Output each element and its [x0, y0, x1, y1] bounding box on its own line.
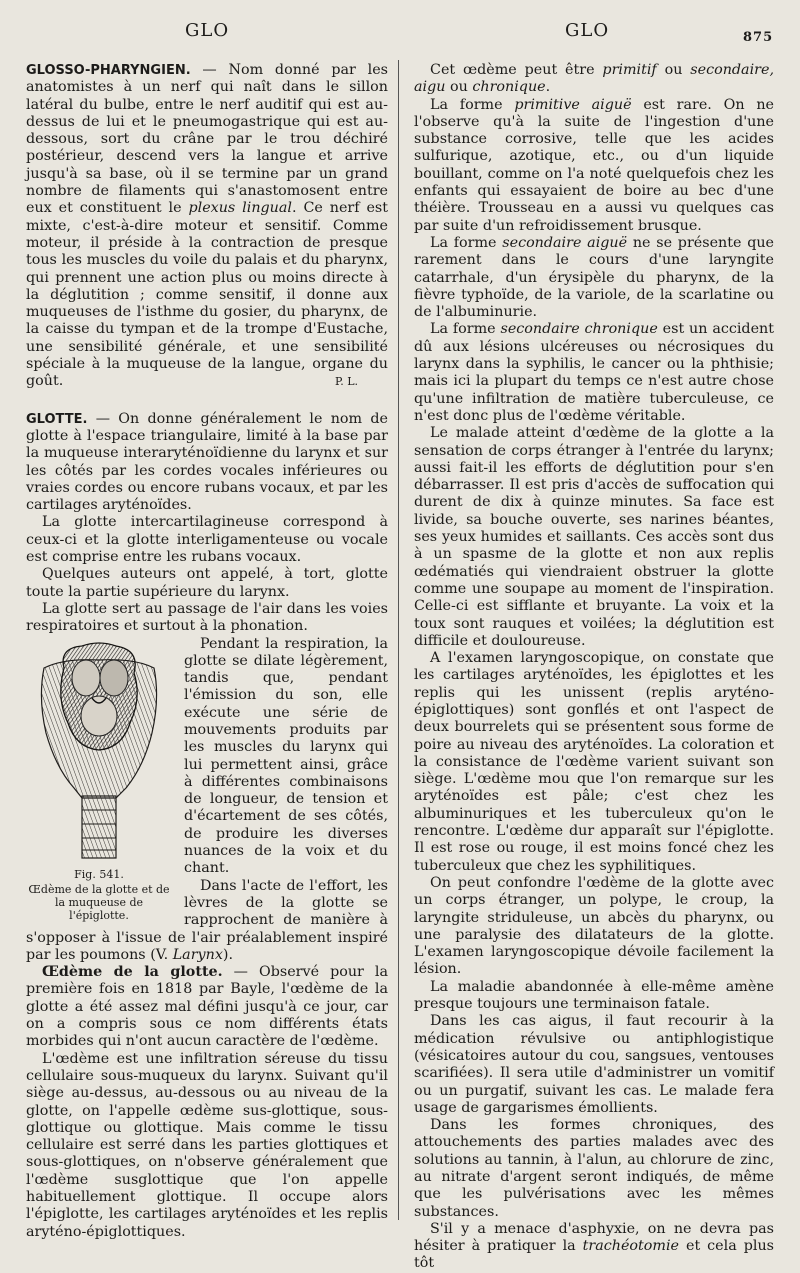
- subheading: Œdème de la glotte.: [42, 964, 223, 981]
- paragraph: Dans les cas aigus, il faut recourir à la médication révulsive ou antiphlogistique (vésicatoires autour du cou, sangsues, ventouses scarifiées). Il sera utile d'administrer un vomitif ou un purgatif, suivant les cas. Le malade fera usage de gargarismes émollients.: [414, 1013, 774, 1116]
- paragraph: L'œdème est une infiltration séreuse du tissu cellulaire sous-muqueux du larynx. Suivant qu'il siège au-dessus, au-dessous ou au niveau de la glotte, on l'appelle œdème sus-glottique, sous-glottique ou glottique. Mais comme le tissu cellulaire est serré dans les parties glottiques et sous-glottiques, on n'observe généralement que l'œdème susglottique que l'on appelle habituellement glottique. Il occupe alors l'épiglotte, les cartilages aryténoïdes et les replis aryténo-épiglottiques.: [26, 1050, 388, 1240]
- paragraph: La glotte intercartilagineuse correspond à ceux-ci et la glotte interligamenteuse ou vocale est comprise entre les rubans vocaux.: [26, 514, 388, 566]
- running-header-left: GLO: [185, 20, 230, 41]
- paragraph: La forme secondaire chronique est un accident dû aux lésions ulcéreuses ou nécrosiques du larynx dans la syphilis, le cancer ou la phthisie; mais ici la plupart du temps ce n'est autre chose qu'une infiltration de matière tuberculeuse, ce n'est donc plus de l'œdème véritable.: [414, 321, 774, 424]
- figure-number: Fig. 541.: [74, 867, 124, 881]
- paragraph: Dans les formes chroniques, des attouchements des parties malades avec des solutions au tannin, à l'alun, au chlorure de zinc, au nitrate d'argent seront indiqués, de même que les pulvérisations avec les mêmes substances.: [414, 1117, 774, 1220]
- headword: GLOTTE.: [26, 411, 88, 427]
- entry-separator: [26, 391, 388, 411]
- paragraph: Œdème de la glotte. — Observé pour la première fois en 1818 par Bayle, l'œdème de la glotte a été assez mal défini jusqu'à ce jour, car on a compris sous ce nom différents états morbides qui n'ont aucun caractère de l'œdème.: [26, 964, 388, 1050]
- paragraph: Cet œdème peut être primitif ou secondaire, aigu ou chronique.: [414, 62, 774, 96]
- page-number: 875: [743, 30, 774, 45]
- column-divider: [398, 60, 399, 1220]
- paragraph: Le malade atteint d'œdème de la glotte a la sensation de corps étranger à l'entrée du larynx; aussi fait-il les efforts de déglutition pour s'en débarrasser. Il est pris d'accès de suffocation qui durent de dix à quinze minutes. Sa face est livide, sa bouche ouverte, ses narines béantes, ses yeux humides et saillants. Ces accès sont dus à un spasme de la glotte et non aux replis œdématiés qui viendraient obstruer la glotte comme une soupape au moment de l'inspiration. Celle-ci est sifflante et bruyante. La voix et la toux sont rauques et voilées; la déglutition est difficile et douloureuse.: [414, 425, 774, 649]
- paragraph: Quelques auteurs ont appelé, à tort, glotte toute la partie supérieure du larynx.: [26, 566, 388, 600]
- entry-glotte: GLOTTE. — On donne généralement le nom de glotte à l'espace triangulaire, limité à la base par la muqueuse interaryténoïdienne du larynx et sur les côtés par les cordes vocales inférieures ou vraies cordes ou encore rubans vocaux, et par les cartilages aryténoïdes.: [26, 410, 388, 514]
- paragraph: S'il y a menace d'asphyxie, on ne devra pas hésiter à pratiquer la trachéotomie et cela plus tôt: [414, 1220, 774, 1272]
- headword: GLOSSO-PHARYNGIEN.: [26, 63, 191, 78]
- paragraph: La maladie abandonnée à elle-même amène presque toujours une terminaison fatale.: [414, 978, 774, 1013]
- figure-541: [24, 638, 174, 922]
- paragraph: Pendant la respiration, la glotte se dilate légèrement, tandis que, pendant l'émission du son, elle exécute une série de mouvements produits par les muscles du larynx qui lui permettent ainsi, grâce à différentes combinaisons de longueur, de tension et d'écartement de ses côtés, de produire les diverses nuances de la voix et du chant.: [184, 635, 388, 877]
- paragraph: La forme primitive aiguë est rare. On ne l'observe qu'à la suite de l'ingestion d'une substance corrosive, telle que les acides sulfurique, azotique, etc., ou d'un liquide bouillant, comme on l'a noté quelquefois chez les enfants qui essayaient de boire au bec d'une théière. Trousseau en a aussi vu quelques cas par suite d'un refroidissement brusque.: [414, 96, 774, 234]
- paragraph: A l'examen laryngoscopique, on constate que les cartilages aryténoïdes, les épiglottes et les replis qui les unissent (replis aryténo-épiglottiques) sont gonflés et ont l'aspect de deux bourrelets qui se présentent sous forme de poire au niveau des aryténoïdes. La coloration et la consistance de l'œdème varient suivant son siège. L'œdème mou que l'on remarque sur les aryténoïdes est pâle; c'est chez les albuminuriques et les tuberculeux qu'on le rencontre. L'œdème dur apparaît sur l'épiglotte. Il est rose ou rouge, il est moins foncé chez les tuberculeux que chez les syphilitiques.: [414, 650, 774, 874]
- right-column: [414, 62, 774, 1273]
- author-signature: P. L.: [335, 375, 358, 389]
- paragraph: La glotte sert au passage de l'air dans les voies respiratoires et surtout à la phonation.: [26, 600, 388, 635]
- paragraph: On peut confondre l'œdème de la glotte avec un corps étranger, un polype, le croup, la laryngite striduleuse, un abcès du pharynx, ou une paralysie des dilatateurs de la glotte. L'examen laryngoscopique dévoile facilement la lésion.: [414, 874, 774, 978]
- running-header-right: GLO: [565, 20, 610, 41]
- paragraph: La forme secondaire aiguë ne se présente que rarement dans le cours d'une laryngite catarrhale, d'un érysipèle du pharynx, de la fièvre typhoïde, de la variole, de la scarlatine ou de l'albuminurie.: [414, 234, 775, 321]
- figure-caption: Œdème de la glotte et de la muqueuse de l'épiglotte.: [28, 882, 170, 922]
- entry-glosso-pharyngien: GLOSSO-PHARYNGIEN. — Nom donné par les anatomistes à un nerf qui naît dans le sillon latéral du bulbe, entre le nerf auditif qui est au-dessus de lui et le pneumogastrique qui est au-dessous, sort du crâne par le trou déchiré postérieur, descend vers la langue et arrive jusqu'à sa base, où il se termine par un grand nombre de filaments qui s'anastomosent entre eux et constituent le plexus lingual. Ce nerf est mixte, c'est-à-dire moteur et sensitif. Comme moteur, il préside à la contraction de presque tous les muscles du voile du palais et du pharynx, qui prennent une action plus ou moins directe à la déglutition ; comme sensitif, il donne aux muqueuses de l'isthme du gosier, du pharynx, de la caisse du tympan et de la trompe d'Eustache, une sensibilité générale, et une sensibilité spéciale à la muqueuse de la langue, organe du goût. P. L.: [26, 62, 388, 390]
- larynx-illustration: [34, 638, 164, 863]
- left-column: [26, 62, 388, 1241]
- paragraph: Dans l'acte de l'effort, les lèvres de la glotte se rapprochent de manière à s'opposer à l'issue de l'air préalablement inspiré par les poumons (V. Larynx).: [26, 877, 388, 963]
